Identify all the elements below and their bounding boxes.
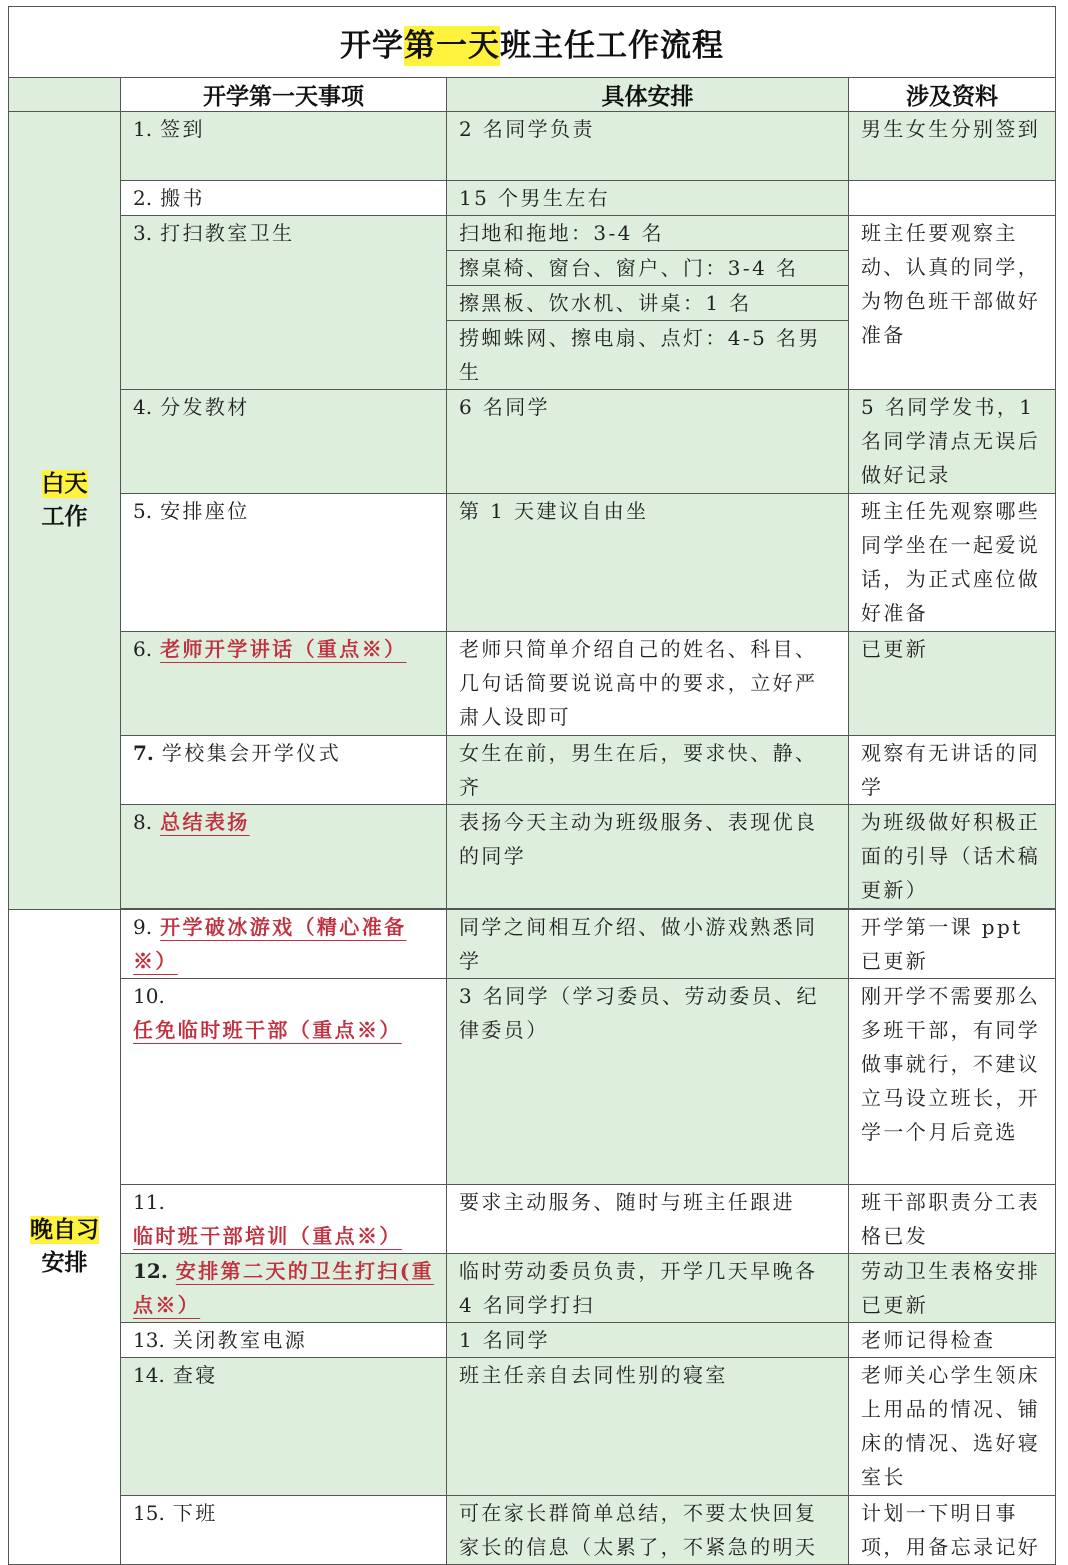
item-number: 9. (133, 915, 153, 939)
item-number: 11. (133, 1190, 165, 1214)
page-title (9, 7, 1056, 78)
item-cell (121, 181, 447, 216)
item-number: 6. (133, 637, 153, 661)
item-cell (121, 736, 447, 805)
materials-cell: 劳动卫生表格安排已更新 (849, 1254, 1056, 1323)
item-label: 分发教材 (160, 395, 250, 419)
item-number: 5. (133, 499, 153, 523)
arrangement-cell: 同学之间相互介绍、做小游戏熟悉同学 (447, 910, 849, 979)
item-label-key: 老师开学讲话（重点※） (160, 637, 407, 661)
item-label-key: 安排第二天的卫生打扫(重点※） (133, 1259, 435, 1317)
item-number: 13. (133, 1328, 165, 1352)
item-label: 安排座位 (160, 499, 250, 523)
header-materials: 涉及资料 (849, 78, 1056, 112)
materials-cell: 已更新 (849, 632, 1056, 736)
arrangement-cell: 临时劳动委员负责，开学几天早晚各 4 名同学打扫 (447, 1254, 849, 1323)
arrangement-cell: 班主任亲自去同性别的寝室 (447, 1358, 849, 1496)
section-evening-line2: 安排 (41, 1250, 88, 1276)
arrangement-cell: 老师只简单介绍自己的姓名、科目、几句话简要说说高中的要求，立好严肃人设即可 (447, 632, 849, 736)
arrangement-part: 扫地和拖地：3-4 名 (447, 216, 848, 251)
arrangement-cell: 第 1 天建议自由坐 (447, 494, 849, 632)
item-label-key: 总结表扬 (160, 810, 250, 834)
title-text-end: 班主任工作流程 (500, 27, 724, 64)
materials-cell: 刚开学不需要那么多班干部，有同学做事就行，不建议立马设立班长，开学一个月后竞选 (849, 979, 1056, 1185)
header-arrangement: 具体安排 (447, 78, 849, 112)
materials-cell: 5 名同学发书，1 名同学清点无误后做好记录 (849, 390, 1056, 494)
item-cell (121, 632, 447, 736)
arrangement-cell: 1 名同学 (447, 1323, 849, 1358)
item-label-key: 任免临时班干部（重点※） (133, 1018, 402, 1042)
arrangement-cell-split (447, 216, 849, 390)
header-item: 开学第一天事项 (121, 78, 447, 112)
materials-cell: 男生女生分别签到 (849, 112, 1056, 181)
item-cell (121, 805, 447, 909)
item-cell (121, 979, 447, 1185)
item-cell (121, 1254, 447, 1323)
section-day-line2: 工作 (41, 503, 88, 530)
item-cell (121, 1323, 447, 1358)
arrangement-cell: 3 名同学（学习委员、劳动委员、纪律委员） (447, 979, 849, 1185)
item-number: 15. (133, 1501, 165, 1525)
item-label: 关闭教室电源 (172, 1328, 308, 1352)
arrangement-part: 擦黑板、饮水机、讲桌：1 名 (447, 286, 848, 321)
title-text-start: 开学 (340, 27, 404, 64)
item-number: 10. (133, 984, 165, 1008)
workflow-table (8, 6, 1056, 1565)
item-label: 搬书 (160, 186, 205, 210)
arrangement-cell: 可在家长群简单总结，不要太快回复家长的信息（太累了，不紧急的明天 (447, 1496, 849, 1565)
section-day-line1: 白天 (41, 470, 88, 497)
item-number: 2. (133, 186, 153, 210)
materials-cell: 开学第一课 ppt 已更新 (849, 910, 1056, 979)
materials-cell (849, 181, 1056, 216)
arrangement-cell: 要求主动服务、随时与班主任跟进 (447, 1185, 849, 1254)
arrangement-part: 擦桌椅、窗台、窗户、门：3-4 名 (447, 251, 848, 286)
section-day-label (9, 112, 121, 910)
item-cell (121, 1185, 447, 1254)
item-number: 3. (133, 221, 153, 245)
item-cell (121, 1496, 447, 1565)
schedule-sheet (8, 6, 1055, 1559)
materials-cell: 班主任先观察哪些同学坐在一起爱说话，为正式座位做好准备 (849, 494, 1056, 632)
item-cell (121, 1358, 447, 1496)
item-cell (121, 112, 447, 181)
section-evening-line1: 晚自习 (30, 1217, 99, 1243)
item-number: 7. (133, 741, 154, 765)
item-number: 4. (133, 395, 153, 419)
materials-cell: 观察有无讲话的同学 (849, 736, 1056, 805)
item-number: 12. (133, 1259, 168, 1283)
item-label: 下班 (172, 1501, 218, 1525)
item-cell (121, 494, 447, 632)
item-label-key: 临时班干部培训（重点※） (133, 1224, 402, 1248)
materials-cell: 班主任要观察主动、认真的同学，为物色班干部做好准备 (849, 216, 1056, 390)
arrangement-cell: 2 名同学负责 (447, 112, 849, 181)
header-blank (9, 78, 121, 112)
arrangement-cell: 15 个男生左右 (447, 181, 849, 216)
item-label: 查寝 (172, 1363, 218, 1387)
item-cell (121, 390, 447, 494)
item-number: 1. (133, 117, 153, 141)
title-highlight: 第一天 (404, 27, 500, 64)
materials-cell: 老师关心学生领床上用品的情况、铺床的情况、选好寝室长 (849, 1358, 1056, 1496)
arrangement-cell: 女生在前，男生在后，要求快、静、齐 (447, 736, 849, 805)
materials-cell: 班干部职责分工表格已发 (849, 1185, 1056, 1254)
materials-cell: 老师记得检查 (849, 1323, 1056, 1358)
item-cell (121, 216, 447, 390)
arrangement-cell: 表扬今天主动为班级服务、表现优良的同学 (447, 805, 849, 909)
item-number: 14. (133, 1363, 165, 1387)
arrangement-cell: 6 名同学 (447, 390, 849, 494)
arrangement-part: 捞蜘蛛网、擦电扇、点灯：4-5 名男生 (459, 326, 821, 384)
item-label: 学校集会开学仪式 (161, 741, 342, 765)
materials-cell: 计划一下明日事项，用备忘录记好 (849, 1496, 1056, 1565)
section-evening-label (9, 910, 121, 1565)
item-label-key: 开学破冰游戏（精心准备※） (133, 915, 407, 973)
item-label: 打扫教室卫生 (160, 221, 295, 245)
item-number: 8. (133, 810, 153, 834)
item-label: 签到 (160, 117, 205, 141)
item-cell (121, 910, 447, 979)
materials-cell: 为班级做好积极正面的引导（话术稿更新） (849, 805, 1056, 909)
